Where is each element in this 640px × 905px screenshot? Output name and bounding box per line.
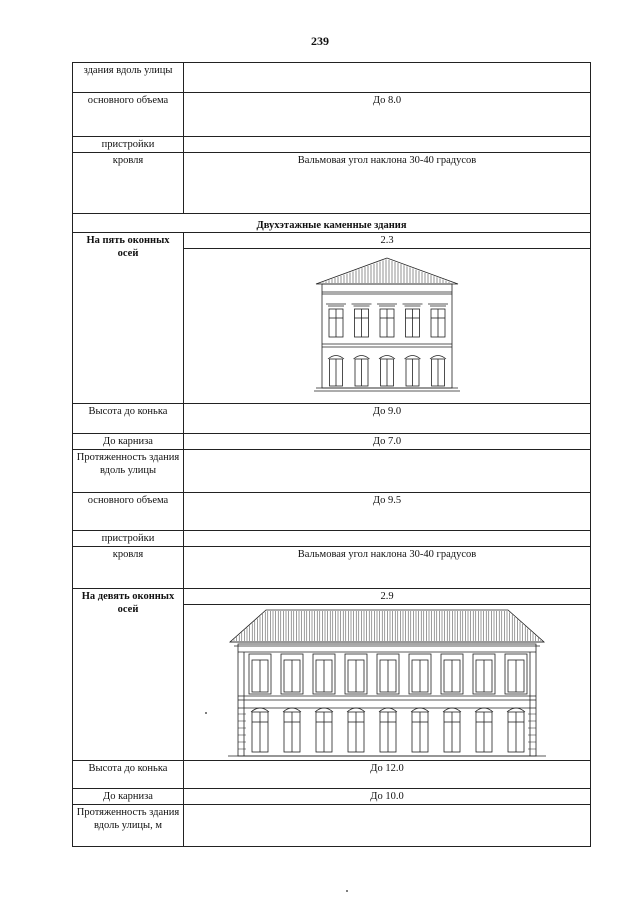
- facade-nine-axis-drawing: [226, 608, 548, 758]
- row-label: Высота до конька: [73, 404, 184, 434]
- row-label: здания вдоль улицы: [73, 63, 184, 93]
- row-value: До 8.0: [184, 93, 591, 137]
- facade-drawing-cell: [184, 605, 591, 761]
- building-code: 2.3: [184, 233, 591, 249]
- row-value: [184, 63, 591, 93]
- row-label: До карниза: [73, 789, 184, 805]
- row-label: пристройки: [73, 531, 184, 547]
- row-value: Вальмовая угол наклона 30-40 градусов: [184, 153, 591, 214]
- table-row: [73, 404, 591, 434]
- building-type-label: На девять оконных осей: [73, 589, 184, 761]
- row-label: Протяженность здания вдоль улицы: [73, 450, 184, 493]
- section-row: [73, 214, 591, 233]
- row-value: [184, 450, 591, 493]
- row-value: Вальмовая угол наклона 30-40 градусов: [184, 547, 591, 589]
- facade-drawing-cell: [184, 249, 591, 404]
- scan-speck: [205, 712, 207, 714]
- table-row: [73, 450, 591, 493]
- row-value: До 9.5: [184, 493, 591, 531]
- row-value: До 7.0: [184, 434, 591, 450]
- table-row: [73, 805, 591, 847]
- row-label: Высота до конька: [73, 761, 184, 789]
- row-label: кровля: [73, 153, 184, 214]
- row-label: До карниза: [73, 434, 184, 450]
- row-label: пристройки: [73, 137, 184, 153]
- building-type-label: На пять оконных осей: [73, 233, 184, 404]
- row-label: основного объема: [73, 493, 184, 531]
- row-value: До 10.0: [184, 789, 591, 805]
- row-value: [184, 805, 591, 847]
- row-label: Протяженность здания вдоль улицы, м: [73, 805, 184, 847]
- table-row: [73, 493, 591, 531]
- table-row: [73, 93, 591, 137]
- table-row: [73, 137, 591, 153]
- row-label: основного объема: [73, 93, 184, 137]
- table-row: [73, 531, 591, 547]
- building-code: 2.9: [184, 589, 591, 605]
- requirements-table: [72, 62, 591, 847]
- page-number: 239: [311, 34, 329, 48]
- row-label: кровля: [73, 547, 184, 589]
- row-value: До 12.0: [184, 761, 591, 789]
- table-row: [73, 153, 591, 214]
- section-title: Двухэтажные каменные здания: [73, 214, 591, 233]
- table-row: [73, 233, 591, 249]
- table-row: [73, 434, 591, 450]
- row-value: До 9.0: [184, 404, 591, 434]
- table-row: [73, 547, 591, 589]
- table-row: [73, 761, 591, 789]
- row-value: [184, 137, 591, 153]
- table-row: [73, 589, 591, 605]
- facade-five-axis-drawing: [312, 256, 462, 396]
- row-value: [184, 531, 591, 547]
- scan-speck: [346, 890, 348, 892]
- table-row: [73, 789, 591, 805]
- table-row: [73, 63, 591, 93]
